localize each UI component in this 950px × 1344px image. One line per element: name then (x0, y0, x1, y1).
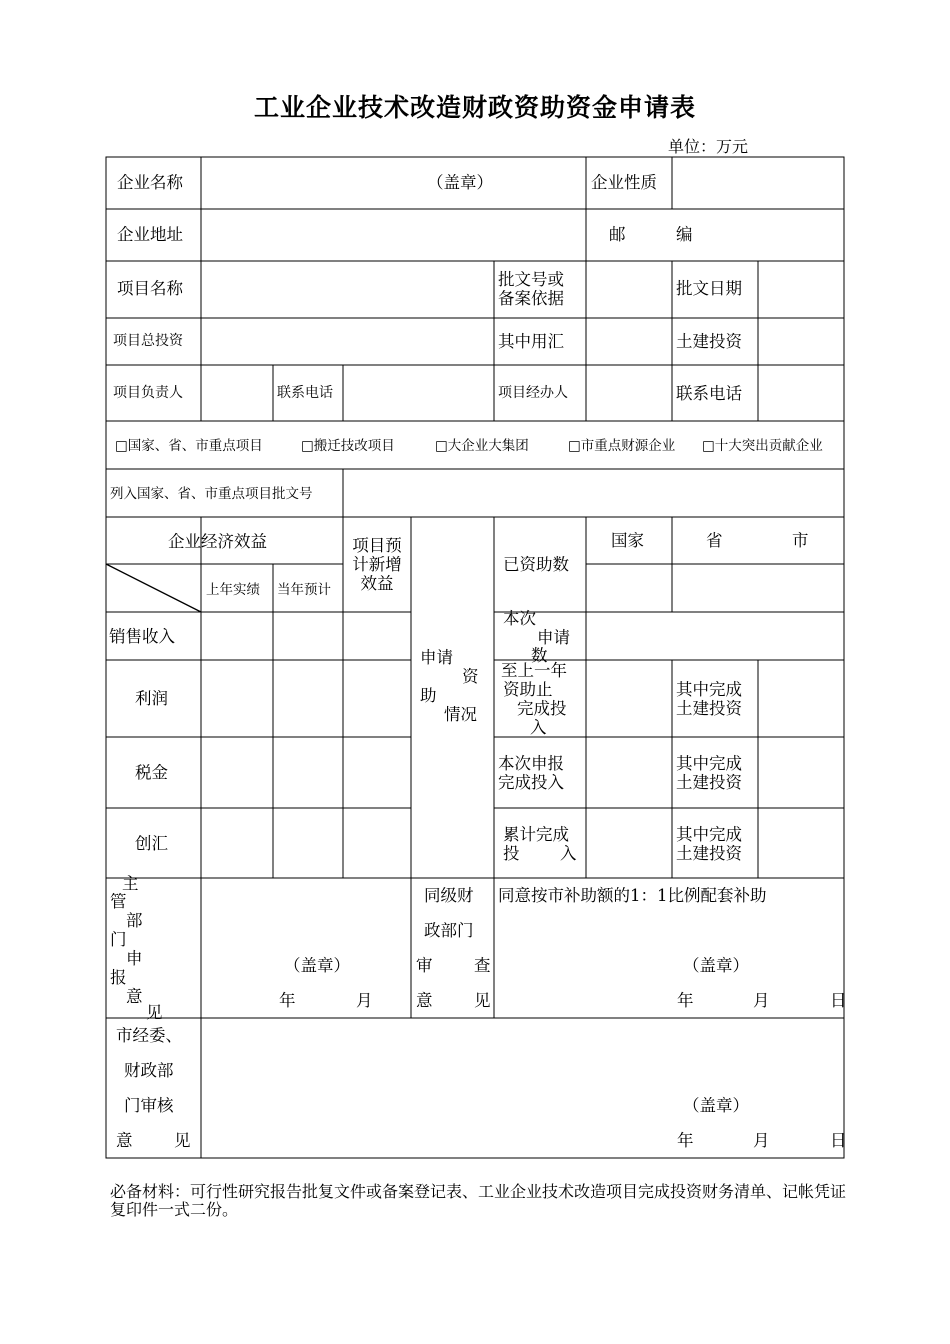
profit-label: 利润 (135, 689, 168, 708)
project-handler-label: 项目经办人 (498, 385, 568, 401)
forex-label: 其中用汇 (498, 332, 564, 351)
funded-label: 已资助数 (503, 555, 569, 574)
approval-date-label: 批文日期 (676, 279, 742, 298)
sales-revenue-label: 销售收入 (109, 627, 175, 646)
finance-label-4b: 见 (474, 991, 491, 1010)
apply-label-3: 助 (420, 686, 437, 705)
review-label-1: 市经委、 (116, 1026, 182, 1045)
checkbox-key-project[interactable]: □国家、省、市重点项目 (115, 438, 263, 454)
dept-label-7: 意 (126, 987, 143, 1006)
total-done-label-1: 累计完成 (503, 825, 569, 844)
postcode-label-b: 编 (676, 225, 693, 244)
civil-investment-label: 土建投资 (676, 332, 742, 351)
dept-label-2: 管 (110, 892, 127, 911)
dept-label-1: 主 (122, 874, 139, 893)
company-address-label: 企业地址 (117, 225, 183, 244)
company-name-label: 企业名称 (117, 173, 183, 192)
finance-month-label: 月 (753, 991, 770, 1010)
review-day-label: 日 (830, 1131, 847, 1150)
project-name-label: 项目名称 (117, 279, 183, 298)
civil-done-label-a2: 土建投资 (676, 699, 742, 718)
finance-label-4a: 意 (416, 991, 433, 1010)
new-benefit-header-3: 效益 (360, 574, 394, 593)
company-nature-label: 企业性质 (591, 173, 657, 192)
dept-label-3: 部 (126, 911, 143, 930)
city-label: 市 (792, 531, 809, 550)
last-year-done-label-1: 至上一年 (501, 661, 567, 680)
new-benefit-header-2: 计新增 (352, 555, 402, 574)
key-project-approval-label: 列入国家、省、市重点项目批文号 (110, 486, 313, 502)
this-report-done-label-1: 本次申报 (498, 754, 564, 773)
last-year-done-label-4: 入 (530, 718, 547, 737)
review-seal-label: （盖章） (683, 1096, 749, 1115)
review-month-label: 月 (753, 1131, 770, 1150)
apply-label-2: 资 (462, 667, 479, 686)
finance-label-3b: 查 (474, 956, 491, 975)
forex-earned-label: 创汇 (135, 834, 168, 853)
dept-label-5: 申 (126, 949, 143, 968)
total-done-label-3: 入 (560, 844, 577, 863)
last-year-done-label-3: 完成投 (517, 699, 567, 718)
civil-done-label-b1: 其中完成 (676, 754, 742, 773)
last-year-header: 上年实绩 (206, 582, 260, 598)
tax-label: 税金 (135, 763, 168, 782)
civil-done-label-c1: 其中完成 (676, 825, 742, 844)
checkbox-large-group[interactable]: □大企业大集团 (435, 438, 529, 454)
country-label: 国家 (611, 531, 644, 550)
this-apply-label-2: 申请 (537, 628, 570, 647)
postcode-label-a: 邮 (609, 225, 626, 244)
this-apply-label-1: 本次 (503, 609, 536, 628)
approval-no-label-2: 备案依据 (498, 289, 564, 308)
finance-seal-label: （盖章） (683, 956, 749, 975)
dept-label-8: 见 (146, 1003, 163, 1022)
finance-year-label: 年 (677, 991, 694, 1010)
this-report-done-label-2: 完成投入 (498, 773, 564, 792)
economic-benefit-header: 企业经济效益 (168, 532, 267, 551)
finance-label-3a: 审 (416, 956, 433, 975)
review-label-4a: 意 (116, 1131, 133, 1150)
review-label-2: 财政部 (124, 1061, 174, 1080)
civil-done-label-b2: 土建投资 (676, 773, 742, 792)
finance-day-label: 日 (830, 991, 847, 1010)
last-year-done-label-2: 资助止 (503, 680, 553, 699)
checkbox-top-ten[interactable]: □十大突出贡献企业 (702, 438, 823, 454)
new-benefit-header-1: 项目预 (352, 536, 402, 555)
this-apply-label-3: 数 (531, 646, 548, 665)
approval-no-label-1: 批文号或 (498, 270, 564, 289)
review-label-4b: 见 (174, 1131, 191, 1150)
handler-phone-label: 联系电话 (676, 384, 742, 403)
apply-label-1: 申请 (420, 648, 453, 667)
total-done-label-2: 投 (503, 844, 520, 863)
finance-agree-text: 同意按市补助额的1：1比例配套补助 (498, 886, 767, 905)
dept-label-6: 报 (110, 968, 127, 987)
required-materials-note: 必备材料：可行性研究报告批复文件或备案登记表、工业企业技术改造项目完成投资财务清单、记帐凭证复印件一式二份。 (110, 1182, 847, 1219)
province-label: 省 (706, 531, 723, 550)
unit-label: 单位：万元 (668, 137, 749, 156)
dept-label-4: 门 (110, 930, 127, 949)
total-investment-label: 项目总投资 (113, 333, 183, 349)
checkbox-relocation[interactable]: □搬迁技改项目 (301, 438, 395, 454)
checkbox-key-tax-source[interactable]: □市重点财源企业 (568, 438, 676, 454)
civil-done-label-c2: 土建投资 (676, 844, 742, 863)
review-label-3: 门审核 (124, 1096, 174, 1115)
this-year-header: 当年预计 (277, 582, 331, 598)
project-leader-label: 项目负责人 (113, 385, 183, 401)
form-title: 工业企业技术改造财政资助资金申请表 (253, 93, 696, 122)
seal-label: （盖章） (427, 173, 493, 192)
finance-label-1: 同级财 (424, 886, 474, 905)
finance-label-2: 政部门 (424, 921, 474, 940)
dept-seal-label: （盖章） (284, 956, 350, 975)
civil-done-label-a1: 其中完成 (676, 680, 742, 699)
apply-label-4: 情况 (444, 705, 477, 724)
dept-year-label: 年 (279, 991, 296, 1010)
dept-month-label: 月 (356, 991, 373, 1010)
leader-phone-label: 联系电话 (277, 385, 333, 401)
review-year-label: 年 (677, 1131, 694, 1150)
